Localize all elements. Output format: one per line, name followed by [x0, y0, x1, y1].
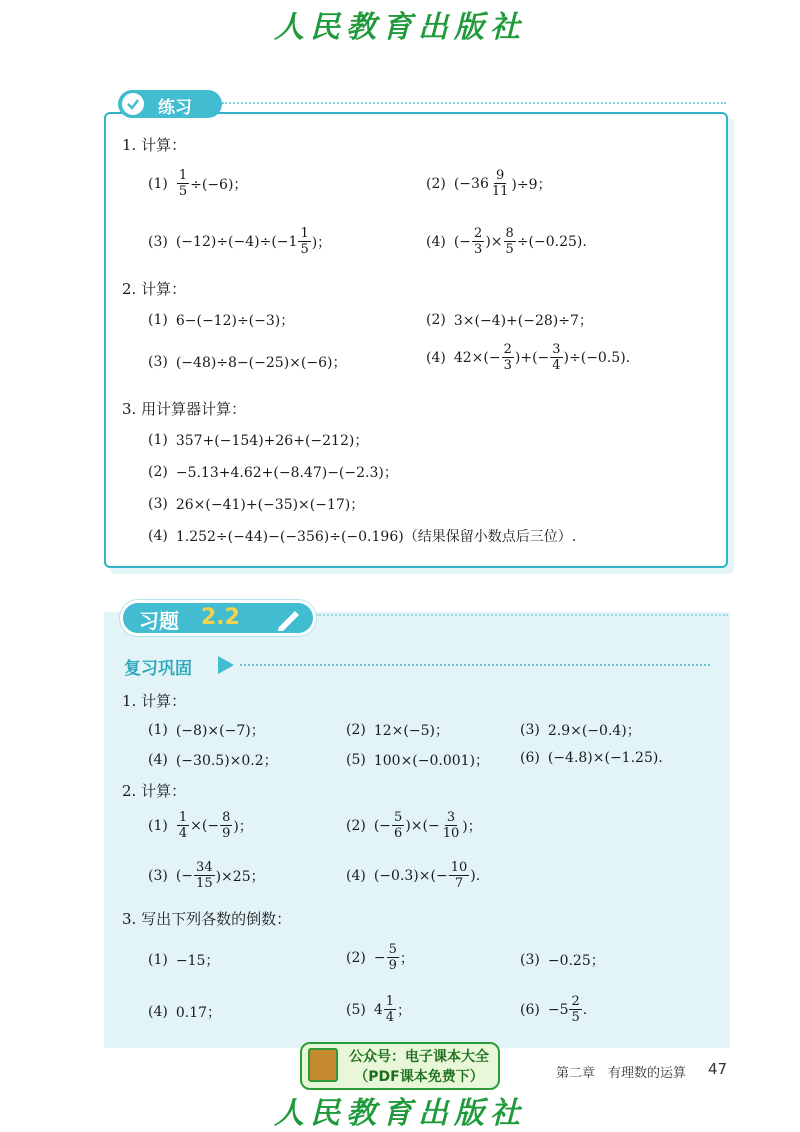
exercise-divider — [316, 614, 728, 616]
practice-q2-item4: (4) 42×(− $\frac{2}{3}$ )+(− $\frac{3}{4}$ )÷(−0.5). — [426, 342, 631, 373]
exercise-q3-item5: (5) 4 $\frac{1}{4}$ ； — [346, 994, 412, 1025]
book-icon — [308, 1048, 338, 1082]
exercise-header — [120, 600, 316, 636]
review-title: 复习巩固 — [124, 659, 192, 679]
exercise-q1-item2: (2) 12×(−5)； — [346, 722, 449, 739]
practice-q3-item1: (1) 357+(−154)+26+(−212)； — [148, 432, 369, 449]
practice-q1-item2: (2) (−36 $\frac{9}{11}$ )÷9； — [426, 168, 552, 199]
practice-q3-item3: (3) 26×(−41)+(−35)×(−17)； — [148, 496, 365, 513]
exercise-q3-item2: (2) − $\frac{5}{9}$ ； — [346, 942, 414, 973]
exercise-q1-item6: (6) (−4.8)×(−1.25). — [520, 750, 663, 766]
practice-q1-item1: (1) $\frac{1}{5}$ ÷(−6)； — [148, 168, 248, 199]
exercise-q1-item4: (4) (−30.5)×0.2； — [148, 752, 278, 769]
triangle-icon — [218, 656, 234, 674]
exercise-q2-item3: (3) (− $\frac{34}{15}$ )×25； — [148, 860, 265, 891]
pencil-icon — [275, 607, 301, 635]
practice-q2-label: 2. 计算： — [122, 280, 187, 298]
exercise-q1-item1: (1) (−8)×(−7)； — [148, 722, 265, 739]
review-divider — [240, 664, 710, 666]
exercise-q2-label: 2. 计算： — [122, 782, 187, 800]
exercise-q2-item2: (2) (− $\frac{5}{6}$ )×(− $\frac{3}{10}$ )； — [346, 810, 482, 841]
practice-q3-item2: (2) −5.13+4.62+(−8.47)−(−2.3)； — [148, 464, 398, 481]
practice-q3-item4: (4) 1.252÷(−44)−(−356)÷(−0.196)（结果保留小数点后三位）. — [148, 528, 577, 545]
practice-icon — [120, 91, 146, 117]
exercise-q1-item5: (5) 100×(−0.001)； — [346, 752, 490, 769]
exercise-q1-label: 1. 计算： — [122, 692, 187, 710]
exercise-q3-item6: (6) −5 $\frac{2}{5}$ . — [520, 994, 588, 1025]
practice-q1-item3: (3) (−12)÷(−4)÷(−1 $\frac{1}{5}$ )； — [148, 226, 332, 257]
exercise-q3-item1: (1) −15； — [148, 952, 220, 969]
practice-header — [118, 90, 222, 118]
exercise-q1-item3: (3) 2.9×(−0.4)； — [520, 722, 641, 739]
exercise-title: 习题 — [139, 609, 179, 633]
practice-title: 练习 — [158, 98, 192, 118]
publisher-logo-bottom: 人民教育出版社 — [274, 1096, 526, 1131]
practice-q3-label: 3. 用计算器计算： — [122, 400, 247, 418]
practice-q2-item2: (2) 3×(−4)+(−28)÷7； — [426, 312, 593, 329]
exercise-q3-item4: (4) 0.17； — [148, 1004, 222, 1021]
publisher-logo-top: 人民教育出版社 — [274, 10, 526, 45]
practice-q1-item4: (4) (− $\frac{2}{3}$ )× $\frac{8}{5}$ ÷(−0.25). — [426, 226, 587, 257]
exercise-q3-item3: (3) −0.25； — [520, 952, 605, 969]
chapter-title: 第二章 有理数的运算 — [556, 1066, 687, 1081]
practice-q1-label: 1. 计算： — [122, 136, 187, 154]
exercise-q2-item4: (4) (−0.3)×(− $\frac{10}{7}$ ). — [346, 860, 481, 891]
exercise-q2-item1: (1) $\frac{1}{4}$ ×(− $\frac{8}{9}$ )； — [148, 810, 253, 841]
exercise-number: 2.2 — [201, 605, 240, 630]
practice-q2-item3: (3) (−48)÷8−(−25)×(−6)； — [148, 354, 347, 371]
watermark-stamp: 公众号：电子课本大全 （PDF课本免费下） — [300, 1042, 500, 1090]
page-number: 47 — [708, 1060, 728, 1078]
exercise-q3-label: 3. 写出下列各数的倒数： — [122, 910, 292, 928]
practice-divider — [222, 102, 726, 104]
practice-q2-item1: (1) 6−(−12)÷(−3)； — [148, 312, 295, 329]
